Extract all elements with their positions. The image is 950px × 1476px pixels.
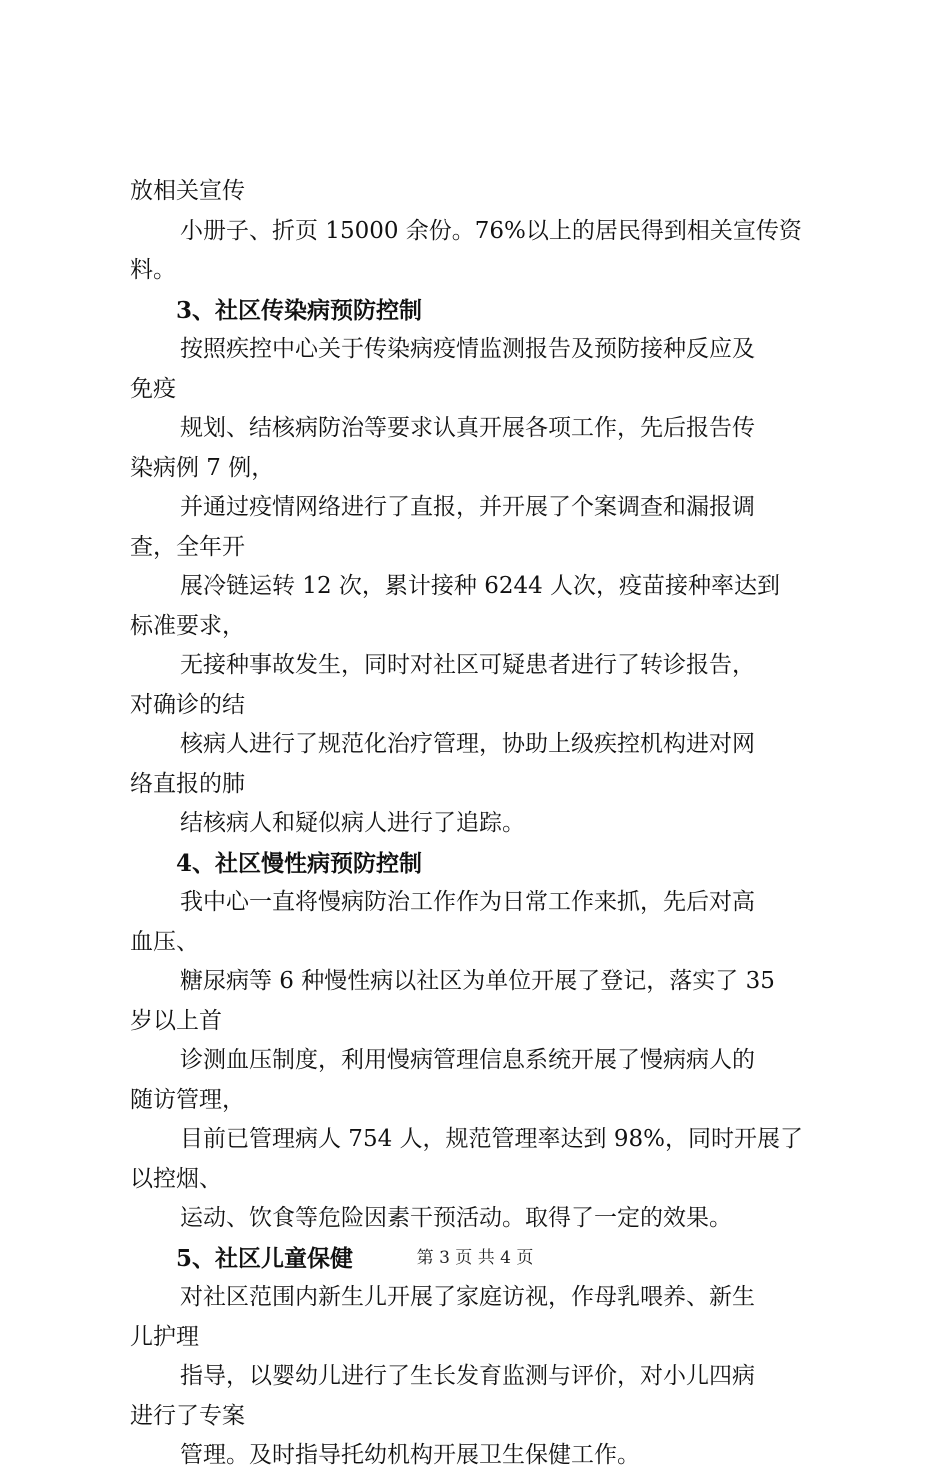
paragraph-line: 管理。及时指导托幼机构开展卫生保健工作。 xyxy=(180,1442,640,1468)
paragraph-line: 对社区范围内新生儿开展了家庭访视，作母乳喂养、新生 xyxy=(180,1284,755,1310)
paragraph-line: 染病例 7 例， xyxy=(130,454,275,481)
paragraph-line: 并通过疫情网络进行了直报，并开展了个案调查和漏报调 xyxy=(180,494,755,520)
paragraph-line: 诊测血压制度，利用慢病管理信息系统开展了慢病病人的 xyxy=(180,1047,755,1073)
paragraph-line: 小册子、折页 15000 余份。76%以上的居民得到相关宣传资 xyxy=(180,217,802,244)
paragraph-line: 目前已管理病人 754 人，规范管理率达到 98%，同时开展了 xyxy=(180,1126,803,1152)
paragraph-line: 免疫 xyxy=(130,375,176,402)
paragraph xyxy=(130,1199,835,1239)
paragraph-line: 进行了专案 xyxy=(130,1402,245,1429)
paragraph-line: 儿护理 xyxy=(130,1323,199,1350)
paragraph xyxy=(130,567,835,646)
paragraph xyxy=(130,409,835,488)
paragraph-line: 结核病人和疑似病人进行了追踪。 xyxy=(180,810,525,836)
paragraph xyxy=(130,883,835,962)
document-body xyxy=(130,172,835,1476)
paragraph xyxy=(130,646,835,725)
paragraph xyxy=(130,1436,835,1476)
paragraph xyxy=(130,488,835,567)
paragraph xyxy=(130,1120,835,1199)
paragraph xyxy=(130,1357,835,1436)
paragraph-line: 规划、结核病防治等要求认真开展各项工作，先后报告传 xyxy=(180,415,755,441)
paragraph-line: 络直报的肺 xyxy=(130,770,245,797)
section-heading: 3、社区传染病预防控制 xyxy=(176,296,423,324)
paragraph xyxy=(130,725,835,804)
paragraph-line: 放相关宣传 xyxy=(130,178,245,204)
paragraph xyxy=(130,172,835,212)
paragraph-line: 随访管理， xyxy=(130,1086,245,1113)
paragraph-line: 我中心一直将慢病防治工作作为日常工作来抓，先后对高 xyxy=(180,889,755,915)
paragraph-line: 血压、 xyxy=(130,928,199,955)
page-footer: 第 3 页 共 4 页 xyxy=(416,1248,534,1268)
section-heading: 4、社区慢性病预防控制 xyxy=(176,849,423,877)
paragraph xyxy=(130,330,835,409)
paragraph-line: 指导，以婴幼儿进行了生长发育监测与评价，对小儿四病 xyxy=(180,1363,755,1389)
paragraph xyxy=(130,962,835,1041)
paragraph-line: 展冷链运转 12 次，累计接种 6244 人次，疫苗接种率达到 xyxy=(180,573,781,599)
paragraph-line: 标准要求， xyxy=(130,612,245,639)
paragraph-line: 以控烟、 xyxy=(130,1165,222,1192)
paragraph xyxy=(130,1278,835,1357)
paragraph-line: 运动、饮食等危险因素干预活动。取得了一定的效果。 xyxy=(180,1205,732,1231)
paragraph-line: 糖尿病等 6 种慢性病以社区为单位开展了登记，落实了 35 xyxy=(180,968,775,994)
section-heading: 5、社区儿童保健 xyxy=(176,1244,354,1272)
paragraph-line: 对确诊的结 xyxy=(130,691,245,718)
paragraph-line: 料。 xyxy=(130,257,176,283)
paragraph xyxy=(130,212,835,291)
paragraph xyxy=(130,804,835,844)
paragraph-line: 查，全年开 xyxy=(130,533,245,560)
paragraph-line: 无接种事故发生，同时对社区可疑患者进行了转诊报告， xyxy=(180,652,755,678)
paragraph-line: 岁以上首 xyxy=(130,1007,222,1034)
paragraph-line: 核病人进行了规范化治疗管理，协助上级疾控机构进对网 xyxy=(180,731,755,757)
paragraph-line: 按照疾控中心关于传染病疫情监测报告及预防接种反应及 xyxy=(180,336,755,362)
paragraph xyxy=(130,1041,835,1120)
